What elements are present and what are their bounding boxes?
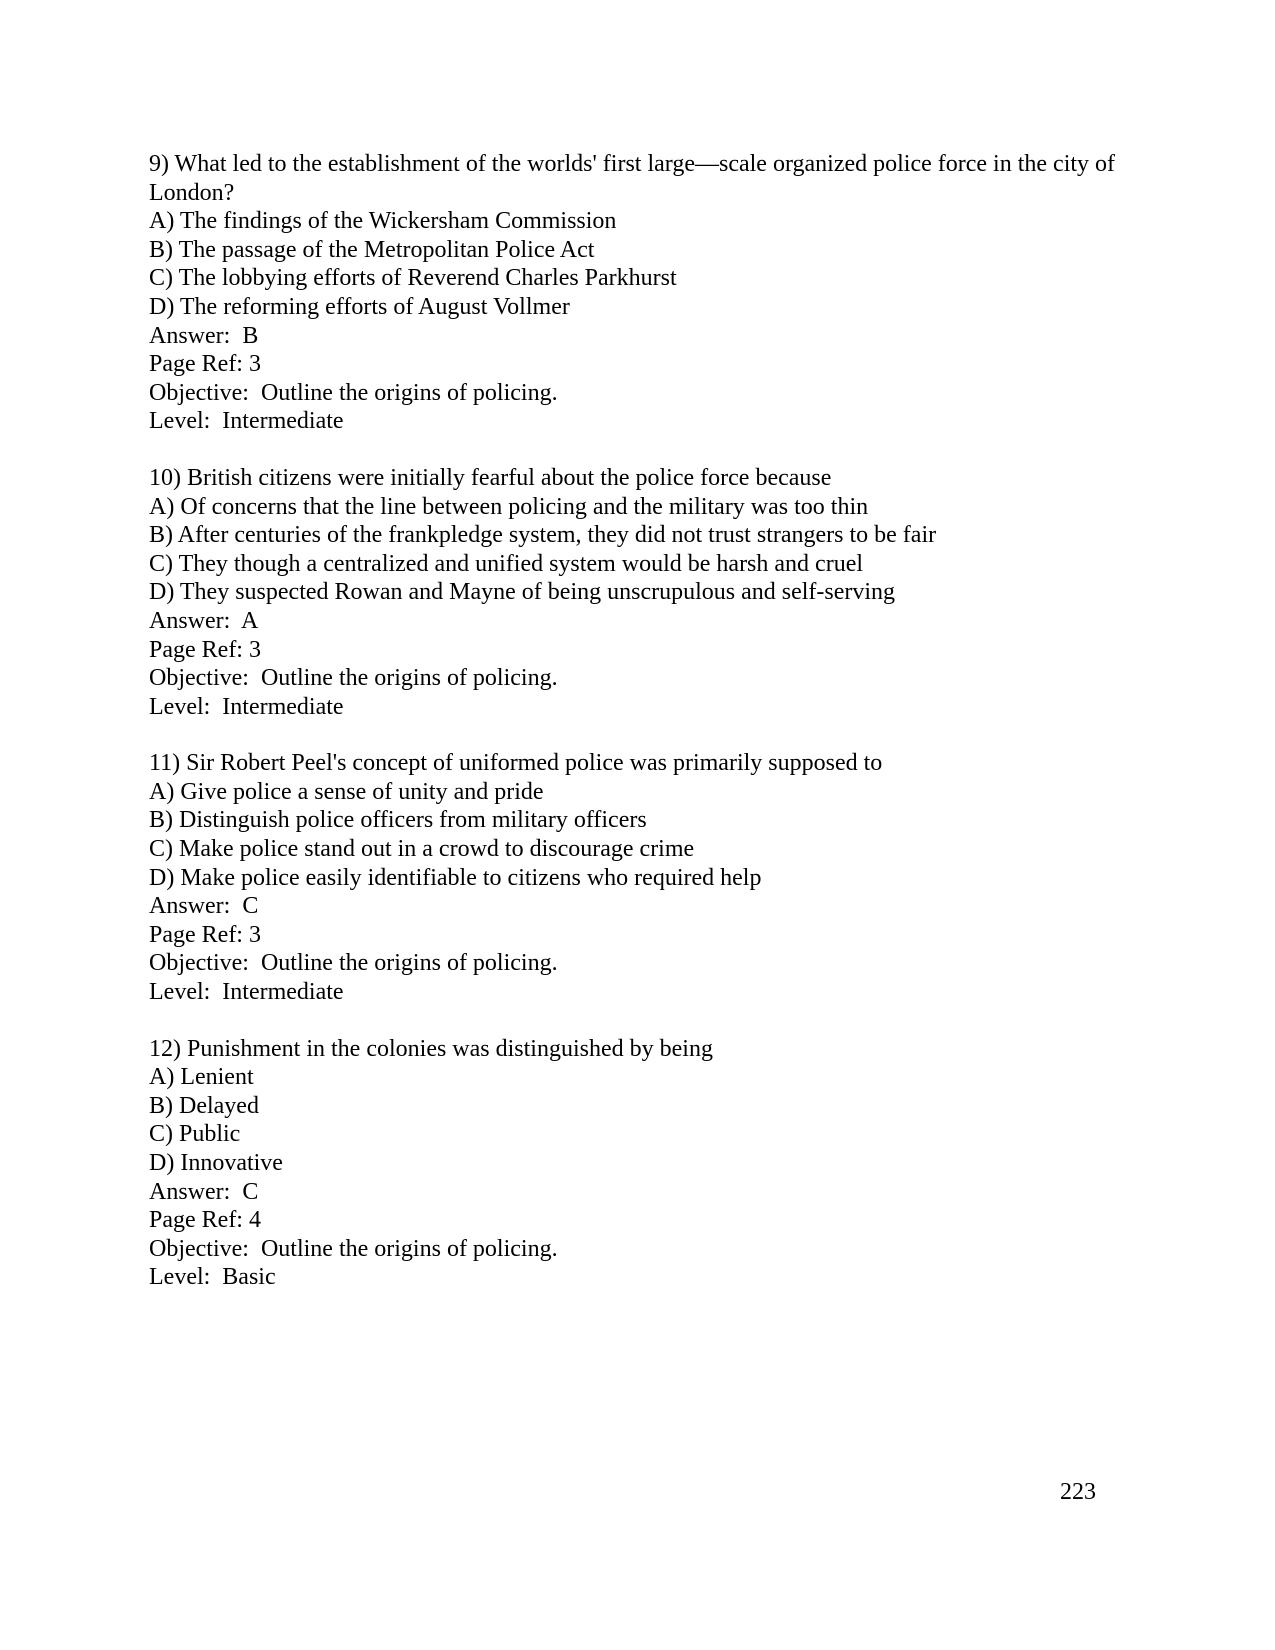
level: Level: Intermediate bbox=[149, 693, 344, 720]
question-10 bbox=[149, 464, 1149, 721]
level: Level: Intermediate bbox=[149, 979, 344, 1006]
question-page bbox=[149, 150, 1149, 1320]
objective: Objective: Outline the origins of policing. bbox=[149, 665, 558, 692]
objective: Objective: Outline the origins of policing. bbox=[149, 950, 558, 977]
question-11 bbox=[149, 749, 1149, 1006]
option-a: A) Give police a sense of unity and pride bbox=[149, 778, 544, 805]
question-stem: 10) British citizens were initially fearful about the police force because bbox=[149, 464, 832, 491]
option-d: D) Make police easily identifiable to citizens who required help bbox=[149, 864, 762, 891]
question-stem: 11) Sir Robert Peel's concept of uniformed police was primarily supposed to bbox=[149, 750, 883, 777]
question-stem: 12) Punishment in the colonies was distinguished by being bbox=[149, 1035, 713, 1062]
option-b: B) The passage of the Metropolitan Police Act bbox=[149, 236, 595, 263]
page-ref: Page Ref: 4 bbox=[149, 1207, 261, 1234]
page-number: 223 bbox=[1060, 1479, 1096, 1505]
question-9 bbox=[149, 150, 1149, 436]
answer: Answer: C bbox=[149, 1178, 259, 1205]
option-c: C) Public bbox=[149, 1121, 241, 1148]
answer: Answer: C bbox=[149, 893, 259, 920]
option-a: A) The findings of the Wickersham Commission bbox=[149, 208, 617, 235]
option-a: A) Lenient bbox=[149, 1064, 254, 1091]
option-b: B) Delayed bbox=[149, 1092, 259, 1119]
option-d: D) The reforming efforts of August Vollmer bbox=[149, 293, 570, 320]
objective: Objective: Outline the origins of policing. bbox=[149, 1235, 558, 1262]
option-d: D) They suspected Rowan and Mayne of being unscrupulous and self-serving bbox=[149, 579, 896, 606]
option-d: D) Innovative bbox=[149, 1150, 283, 1176]
level: Level: Intermediate bbox=[149, 408, 344, 435]
option-a: A) Of concerns that the line between policing and the military was too thin bbox=[149, 493, 869, 520]
question-stem: 9) What led to the establishment of the worlds' first large—scale organized police force in the city of London? bbox=[149, 151, 1116, 206]
question-12 bbox=[149, 1035, 1149, 1292]
page-ref: Page Ref: 3 bbox=[149, 636, 261, 663]
answer: Answer: B bbox=[149, 322, 259, 349]
option-b: B) After centuries of the frankpledge system, they did not trust strangers to be fair bbox=[149, 522, 937, 549]
answer: Answer: A bbox=[149, 607, 259, 634]
option-c: C) The lobbying efforts of Reverend Charles Parkhurst bbox=[149, 265, 677, 292]
page-ref: Page Ref: 3 bbox=[149, 351, 261, 378]
option-c: C) They though a centralized and unified system would be harsh and cruel bbox=[149, 550, 864, 577]
page-ref: Page Ref: 3 bbox=[149, 921, 261, 948]
option-b: B) Distinguish police officers from military officers bbox=[149, 807, 647, 834]
option-c: C) Make police stand out in a crowd to discourage crime bbox=[149, 836, 695, 863]
level: Level: Basic bbox=[149, 1264, 276, 1291]
objective: Objective: Outline the origins of policing. bbox=[149, 379, 558, 406]
